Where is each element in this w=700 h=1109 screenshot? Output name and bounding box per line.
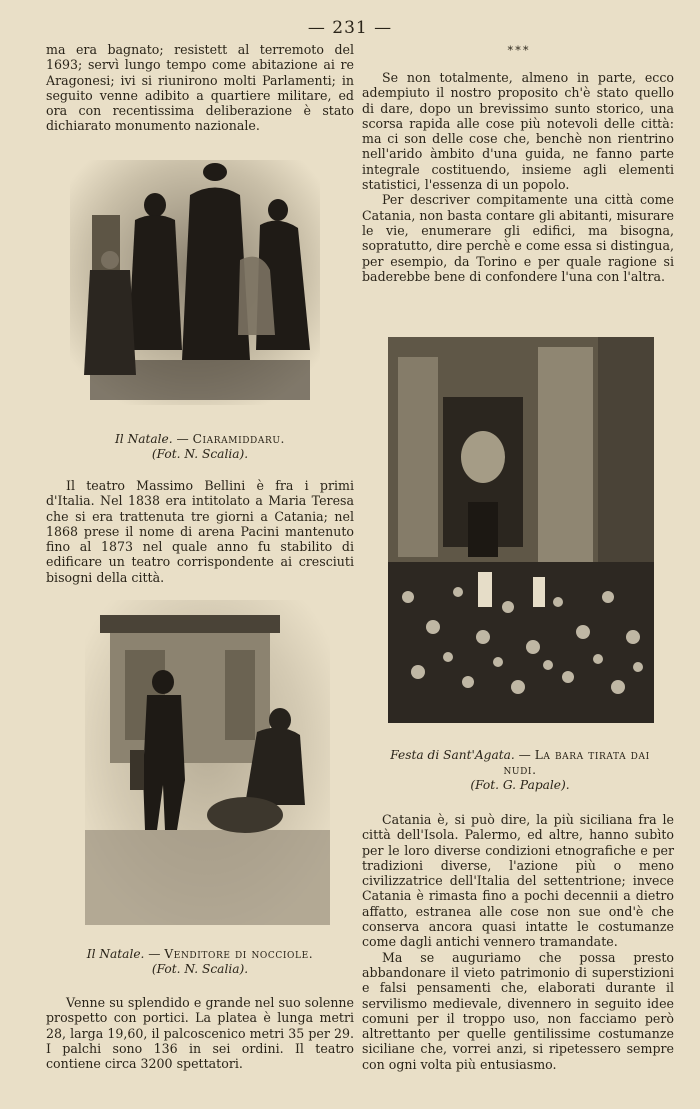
caption-credit: (Fot. N. Scalia). bbox=[151, 962, 249, 976]
caption-subject: Venditore di nocciole. bbox=[164, 947, 314, 961]
right-column-bottom bbox=[362, 812, 674, 1072]
paragraph-costumanze: Ma se auguriamo che possa presto abbandonare il vieto patrimonio di superstizioni e falsi pensamenti che, elaborati durante il servilismo medievale, divennero in seguito idee comuni per il troppo uso, non facciamo però altrettanto per quelle gentilissime costumanze siciliane che, vorrei anzi, si ripetessero sempre con ogni volta più entusiasmo. bbox=[362, 949, 674, 1072]
caption-credit: (Fot. N. Scalia). bbox=[151, 447, 249, 461]
paragraph-teatro: Il teatro Massimo Bellini è fra i primi d'Italia. Nel 1838 era intitolato a Maria Teresa che si era trattenuta tre giorni a Catania; nel 1868 prese il nome di arena Pacini mantenuto fino al 1873 nel quale anno fu stabilito di edificare un teatro corrispondente ai cresciuti bisogni della città. bbox=[46, 478, 354, 585]
caption-title: Il Natale. bbox=[86, 947, 145, 961]
caption-dash: — bbox=[144, 947, 165, 961]
caption-subject: La bara tirata dai nudi. bbox=[503, 748, 650, 777]
caption-ciaramiddaru bbox=[46, 432, 354, 462]
paragraph-catania-siciliana: Catania è, si può dire, la più siciliana fra le città dell'Isola. Palermo, ed altre, hanno subìto per le loro diverse condizioni etnografiche e per tradizioni diverse, l'azione più o meno civilizzatrice dell'Italia del settentrione; invece Catania è rimasta fino a pochi decennii a dietro affatto, estranea alle cose non sue ond'è che conserva ancora quasi intatte le costumanze come dagli antichi vennero tramandate. bbox=[362, 812, 674, 950]
photo-venditore-nocciole bbox=[85, 600, 330, 925]
caption-credit: (Fot. G. Papale). bbox=[470, 778, 570, 792]
paragraph-proposito: Se non totalmente, almeno in parte, ecco adempiuto il nostro proposito ch'è stato quello di dare, dopo un brevissimo sunto storico, una scorsa rapida alle cose più notevoli delle città: ma ci son delle cose che, benchè non rientrino nell'arido àmbito d'una guida, ne fanno parte integrale costituendo, insieme agli elementi statistici, l'essenza di un popolo. bbox=[362, 70, 674, 193]
caption-santagata bbox=[372, 748, 668, 793]
caption-dash: — bbox=[514, 748, 535, 762]
right-column-top bbox=[362, 70, 674, 284]
caption-subject: Ciaramiddaru. bbox=[192, 432, 285, 446]
page-number: — 231 — bbox=[307, 18, 393, 38]
caption-title: Festa di Sant'Agata. bbox=[390, 748, 515, 762]
photo-festa-santagata bbox=[388, 337, 654, 723]
paragraph-prospetto: Venne su splendido e grande nel suo solenne prospetto con portici. La platea è lunga metri 28, larga 19,60, il palcoscenico metri 35 per 29. I palchi sono 136 in sei ordini. Il teatro contiene circa 3200 spettatori. bbox=[46, 995, 354, 1072]
caption-title: Il Natale. bbox=[114, 432, 173, 446]
paragraph-castello: ma era bagnato; resistett al terremoto del 1693; servì lungo tempo come abitazione ai re Aragonesi; ivi si riunirono molti Parlamenti; in seguito venne adibito a quartiere militare, ed ora con recentissima deliberazione è stato dichiarato monumento nazionale. bbox=[46, 42, 354, 134]
caption-dash: — bbox=[172, 432, 193, 446]
left-column-bottom bbox=[46, 995, 354, 1071]
left-column-middle bbox=[46, 478, 354, 585]
section-separator: * * * bbox=[507, 44, 529, 57]
caption-venditore bbox=[46, 947, 354, 977]
left-column-top bbox=[46, 42, 354, 134]
photo-ciaramiddaru bbox=[70, 160, 320, 405]
paragraph-catania-descrizione: Per descriver compitamente una città come Catania, non basta contare gli abitanti, misurare le vie, enumerare gli edifici, ma bisogna, sopratutto, dire perchè e come essa si distingua, per esempio, da Torino e per quale ragione si baderebbe bene di confondere l'una con l'altra. bbox=[362, 192, 674, 284]
